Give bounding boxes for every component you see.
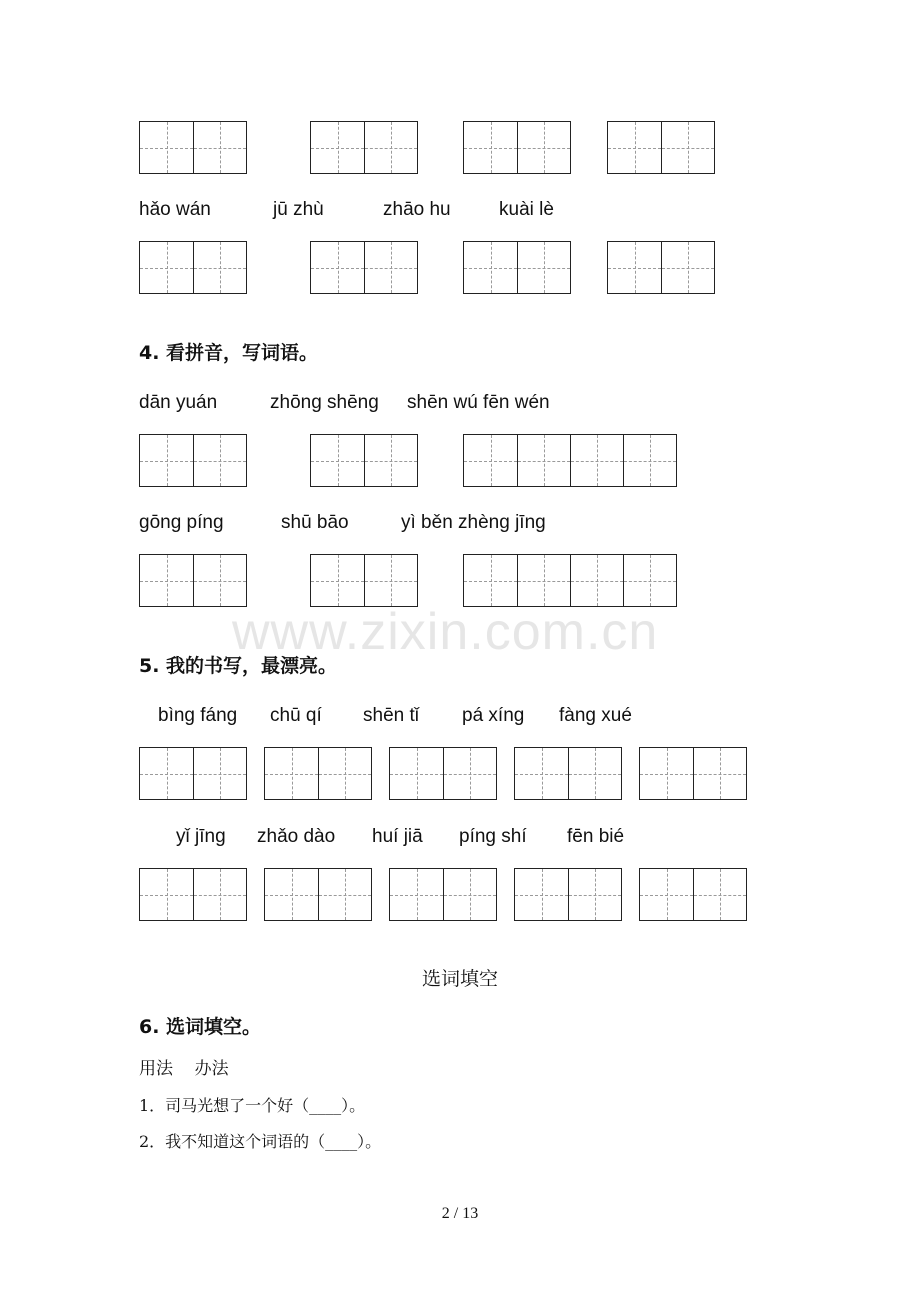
question-4-title: 4. 看拼音，写词语。 bbox=[139, 342, 319, 364]
writing-grid[interactable] bbox=[139, 554, 247, 607]
sentence-2: 2．我不知道这个词语的（____）。 bbox=[139, 1132, 382, 1151]
writing-grid[interactable] bbox=[139, 868, 247, 921]
writing-grid-4[interactable] bbox=[463, 554, 677, 607]
writing-grid[interactable] bbox=[514, 868, 622, 921]
sentence-1: 1．司马光想了一个好（____）。 bbox=[139, 1096, 366, 1115]
pinyin-label: zhǎo dào bbox=[257, 826, 336, 847]
pinyin-label: fēn bié bbox=[567, 826, 625, 847]
pinyin-label: shēn wú fēn wén bbox=[407, 392, 550, 413]
pinyin-label: zhōng shēng bbox=[270, 392, 379, 413]
writing-grid[interactable] bbox=[310, 434, 418, 487]
pinyin-label: zhāo hu bbox=[383, 199, 451, 220]
writing-grid[interactable] bbox=[389, 747, 497, 800]
pinyin-label: bìng fáng bbox=[158, 705, 238, 726]
writing-grid-4[interactable] bbox=[463, 434, 677, 487]
question-6-title: 6. 选词填空。 bbox=[139, 1016, 262, 1038]
writing-grid[interactable] bbox=[463, 241, 571, 294]
question-5-title: 5. 我的书写，最漂亮。 bbox=[139, 655, 338, 677]
pinyin-label: kuài lè bbox=[499, 199, 554, 220]
pinyin-label: hǎo wán bbox=[139, 199, 211, 220]
writing-grid[interactable] bbox=[264, 747, 372, 800]
writing-grid[interactable] bbox=[310, 121, 418, 174]
writing-grid[interactable] bbox=[310, 241, 418, 294]
pinyin-label: yì běn zhèng jīng bbox=[401, 512, 546, 533]
pinyin-label: dān yuán bbox=[139, 392, 218, 413]
writing-grid[interactable] bbox=[139, 241, 247, 294]
pinyin-label: fàng xué bbox=[559, 705, 632, 726]
writing-grid[interactable] bbox=[639, 868, 747, 921]
pinyin-label: píng shí bbox=[459, 826, 527, 847]
pinyin-label: yǐ jīng bbox=[176, 826, 226, 847]
pinyin-label: shēn tǐ bbox=[363, 705, 419, 726]
watermark: www.zixin.com.cn bbox=[232, 603, 659, 661]
writing-grid[interactable] bbox=[514, 747, 622, 800]
writing-grid[interactable] bbox=[264, 868, 372, 921]
writing-grid[interactable] bbox=[607, 121, 715, 174]
pinyin-label: pá xíng bbox=[462, 705, 525, 726]
section-title: 选词填空 bbox=[421, 968, 498, 990]
pinyin-label: shū bāo bbox=[281, 512, 349, 533]
writing-grid[interactable] bbox=[310, 554, 418, 607]
pinyin-label: gōng píng bbox=[139, 512, 224, 533]
writing-grid[interactable] bbox=[463, 121, 571, 174]
writing-grid[interactable] bbox=[139, 434, 247, 487]
writing-grid[interactable] bbox=[639, 747, 747, 800]
pinyin-label: huí jiā bbox=[372, 826, 423, 847]
writing-grid[interactable] bbox=[607, 241, 715, 294]
pinyin-label: chū qí bbox=[270, 705, 322, 726]
writing-grid[interactable] bbox=[139, 747, 247, 800]
writing-grid[interactable] bbox=[139, 121, 247, 174]
page-number: 2 / 13 bbox=[441, 1205, 479, 1222]
pinyin-label: jū zhù bbox=[273, 199, 324, 220]
writing-grid[interactable] bbox=[389, 868, 497, 921]
word-options: 用法 办法 bbox=[139, 1059, 229, 1079]
